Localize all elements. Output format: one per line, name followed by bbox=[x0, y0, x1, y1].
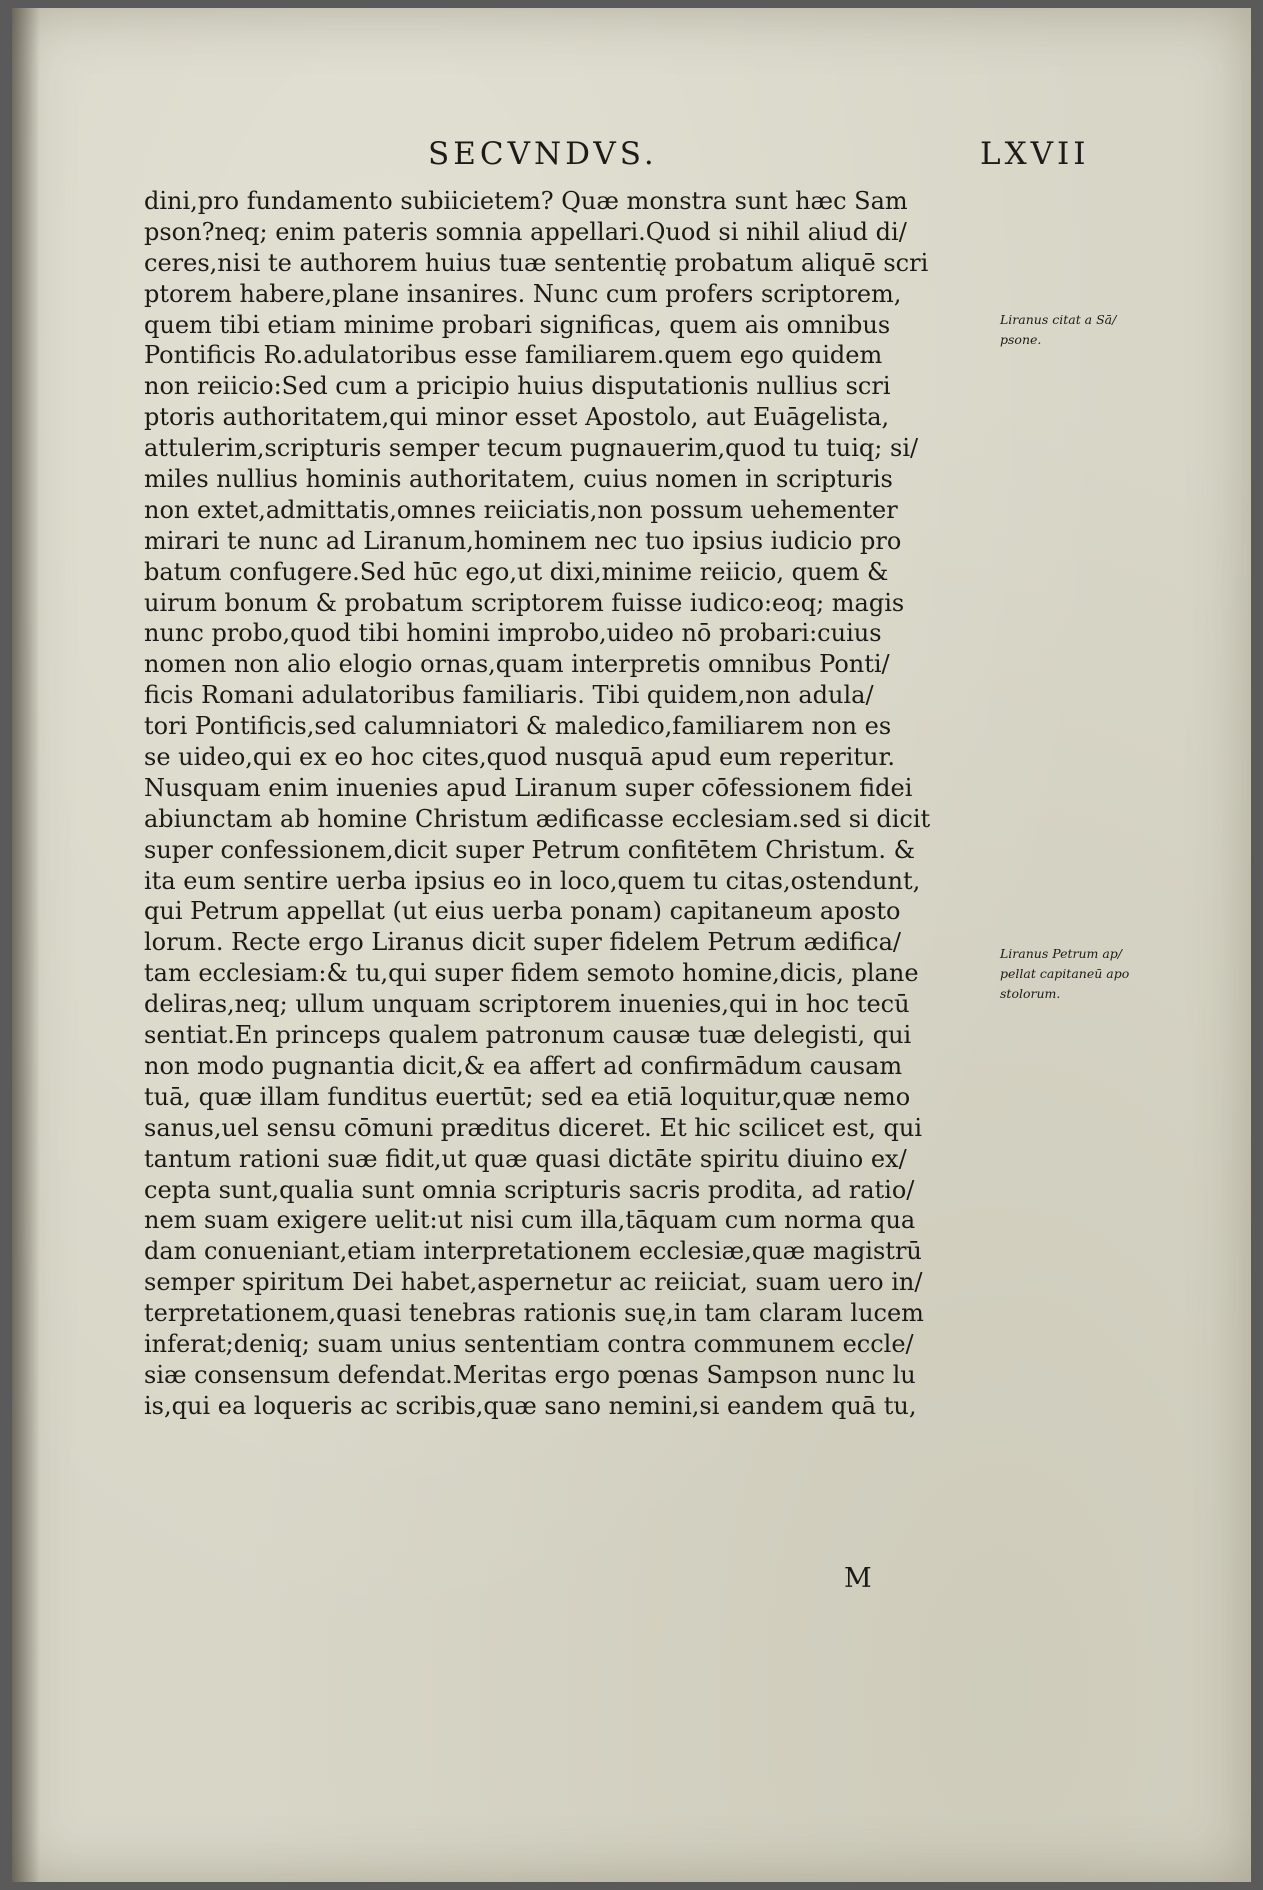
text-line: ptoris authoritatem,qui minor esset Apostolo, aut Euāgelista, bbox=[144, 403, 890, 432]
marginal-note-line: Liranus Petrum ap/ bbox=[1000, 946, 1123, 961]
text-line: tantum rationi suæ fidit,ut quæ quasi dictāte spiritu diuino ex/ bbox=[144, 1144, 907, 1173]
marginal-note-line: psone. bbox=[1000, 332, 1042, 347]
text-line: deliras,neq; ullum unquam scriptorem inuenies,qui in hoc tecū bbox=[144, 990, 910, 1019]
text-line: attulerim,scripturis semper tecum pugnauerim,quod tu tuiq; si/ bbox=[144, 434, 919, 463]
text-line: non modo pugnantia dicit,& ea affert ad confirmādum causam bbox=[144, 1051, 903, 1080]
text-line: terpretationem,quasi tenebras rationis suę,in tam claram lucem bbox=[144, 1299, 924, 1328]
text-line: qui Petrum appellat (ut eius uerba ponam) capitaneum aposto bbox=[144, 897, 901, 926]
marginal-note-line: Liranus citat a Sā/ bbox=[1000, 312, 1117, 327]
text-line: cepta sunt,qualia sunt omnia scripturis sacris prodita, ad ratio/ bbox=[144, 1175, 915, 1204]
text-line: uirum bonum & probatum scriptorem fuisse iudico:eoq; magis bbox=[144, 588, 905, 617]
text-line: abiunctam ab homine Christum ædificasse ecclesiam.sed si dicit bbox=[144, 804, 931, 833]
text-line: Pontificis Ro.adulatoribus esse familiarem.quem ego quidem bbox=[144, 341, 883, 370]
text-line: dini,pro fundamento subiicietem? Quæ monstra sunt hæc Sam bbox=[144, 187, 908, 215]
text-line: non extet,admittatis,omnes reiiciatis,non possum uehementer bbox=[144, 495, 898, 524]
text-line: Nusquam enim inuenies apud Liranum super cōfessionem fidei bbox=[144, 773, 913, 802]
text-line: tori Pontificis,sed calumniatori & maledico,familiarem non es bbox=[144, 712, 892, 741]
main-text-block bbox=[144, 186, 986, 1422]
text-line: batum confugere.Sed hūc ego,ut dixi,minime reiicio, quem & bbox=[144, 557, 889, 586]
text-line: miles nullius hominis authoritatem, cuius nomen in scripturis bbox=[144, 465, 893, 494]
text-line: super confessionem,dicit super Petrum confitētem Christum. & bbox=[144, 835, 915, 864]
text-line: ita eum sentire uerba ipsius eo in loco,quem tu citas,ostendunt, bbox=[144, 866, 921, 895]
text-line: tuā, quæ illam funditus euertūt; sed ea etiā loquitur,quæ nemo bbox=[144, 1082, 911, 1111]
marginal-note-line: pellat capitaneū apo bbox=[1000, 966, 1130, 981]
text-line: inferat;deniq; suam unius sententiam contra communem eccle/ bbox=[144, 1329, 914, 1358]
marginal-note bbox=[1000, 944, 1200, 1004]
text-line: se uideo,qui ex eo hoc cites,quod nusquā apud eum reperitur. bbox=[144, 743, 895, 772]
folio-number: LXVII bbox=[980, 136, 1090, 172]
text-line: nomen non alio elogio ornas,quam interpretis omnibus Ponti/ bbox=[144, 650, 890, 679]
text-line: nem suam exigere uelit:ut nisi cum illa,tāquam cum norma qua bbox=[144, 1206, 916, 1235]
text-line: siæ consensum defendat.Meritas ergo pœnas Sampson nunc lu bbox=[144, 1360, 916, 1389]
text-line: sentiat.En princeps qualem patronum causæ tuæ delegisti, qui bbox=[144, 1021, 912, 1050]
text-line: ceres,nisi te authorem huius tuæ sententię probatum aliquē scri bbox=[144, 248, 929, 277]
text-line: non reiicio:Sed cum a pricipio huius disputationis nullius scri bbox=[144, 372, 891, 401]
signature-mark: M bbox=[844, 1563, 872, 1594]
text-line: ptorem habere,plane insanires. Nunc cum profers scriptorem, bbox=[144, 279, 902, 308]
text-line: lorum. Recte ergo Liranus dicit super fidelem Petrum ædifica/ bbox=[144, 928, 902, 957]
text-line: ficis Romani adulatoribus familiaris. Tibi quidem,non adula/ bbox=[144, 681, 874, 710]
text-line: is,qui ea loqueris ac scribis,quæ sano nemini,si eandem quā tu, bbox=[144, 1391, 917, 1420]
text-line: semper spiritum Dei habet,aspernetur ac reiiciat, suam uero in/ bbox=[144, 1268, 923, 1297]
text-line: sanus,uel sensu cōmuni præditus diceret. Et hic scilicet est, qui bbox=[144, 1113, 923, 1142]
text-line: nunc probo,quod tibi homini improbo,uideo nō probari:cuius bbox=[144, 619, 882, 648]
running-head-title: SECVNDVS. bbox=[428, 136, 658, 172]
page-gutter-shadow bbox=[12, 8, 40, 1882]
text-line: pson?neq; enim pateris somnia appellari.Quod si nihil aliud di/ bbox=[144, 217, 907, 246]
marginal-note bbox=[1000, 310, 1200, 350]
text-line: mirari te nunc ad Liranum,hominem nec tuo ipsius iudicio pro bbox=[144, 526, 902, 555]
book-page bbox=[12, 8, 1251, 1882]
text-line: quem tibi etiam minime probari significas, quem ais omnibus bbox=[144, 310, 891, 339]
text-line: dam conueniant,etiam interpretationem ecclesiæ,quæ magistrū bbox=[144, 1237, 922, 1266]
marginal-note-line: stolorum. bbox=[1000, 986, 1061, 1001]
text-line: tam ecclesiam:& tu,qui super fidem semoto homine,dicis, plane bbox=[144, 959, 919, 988]
